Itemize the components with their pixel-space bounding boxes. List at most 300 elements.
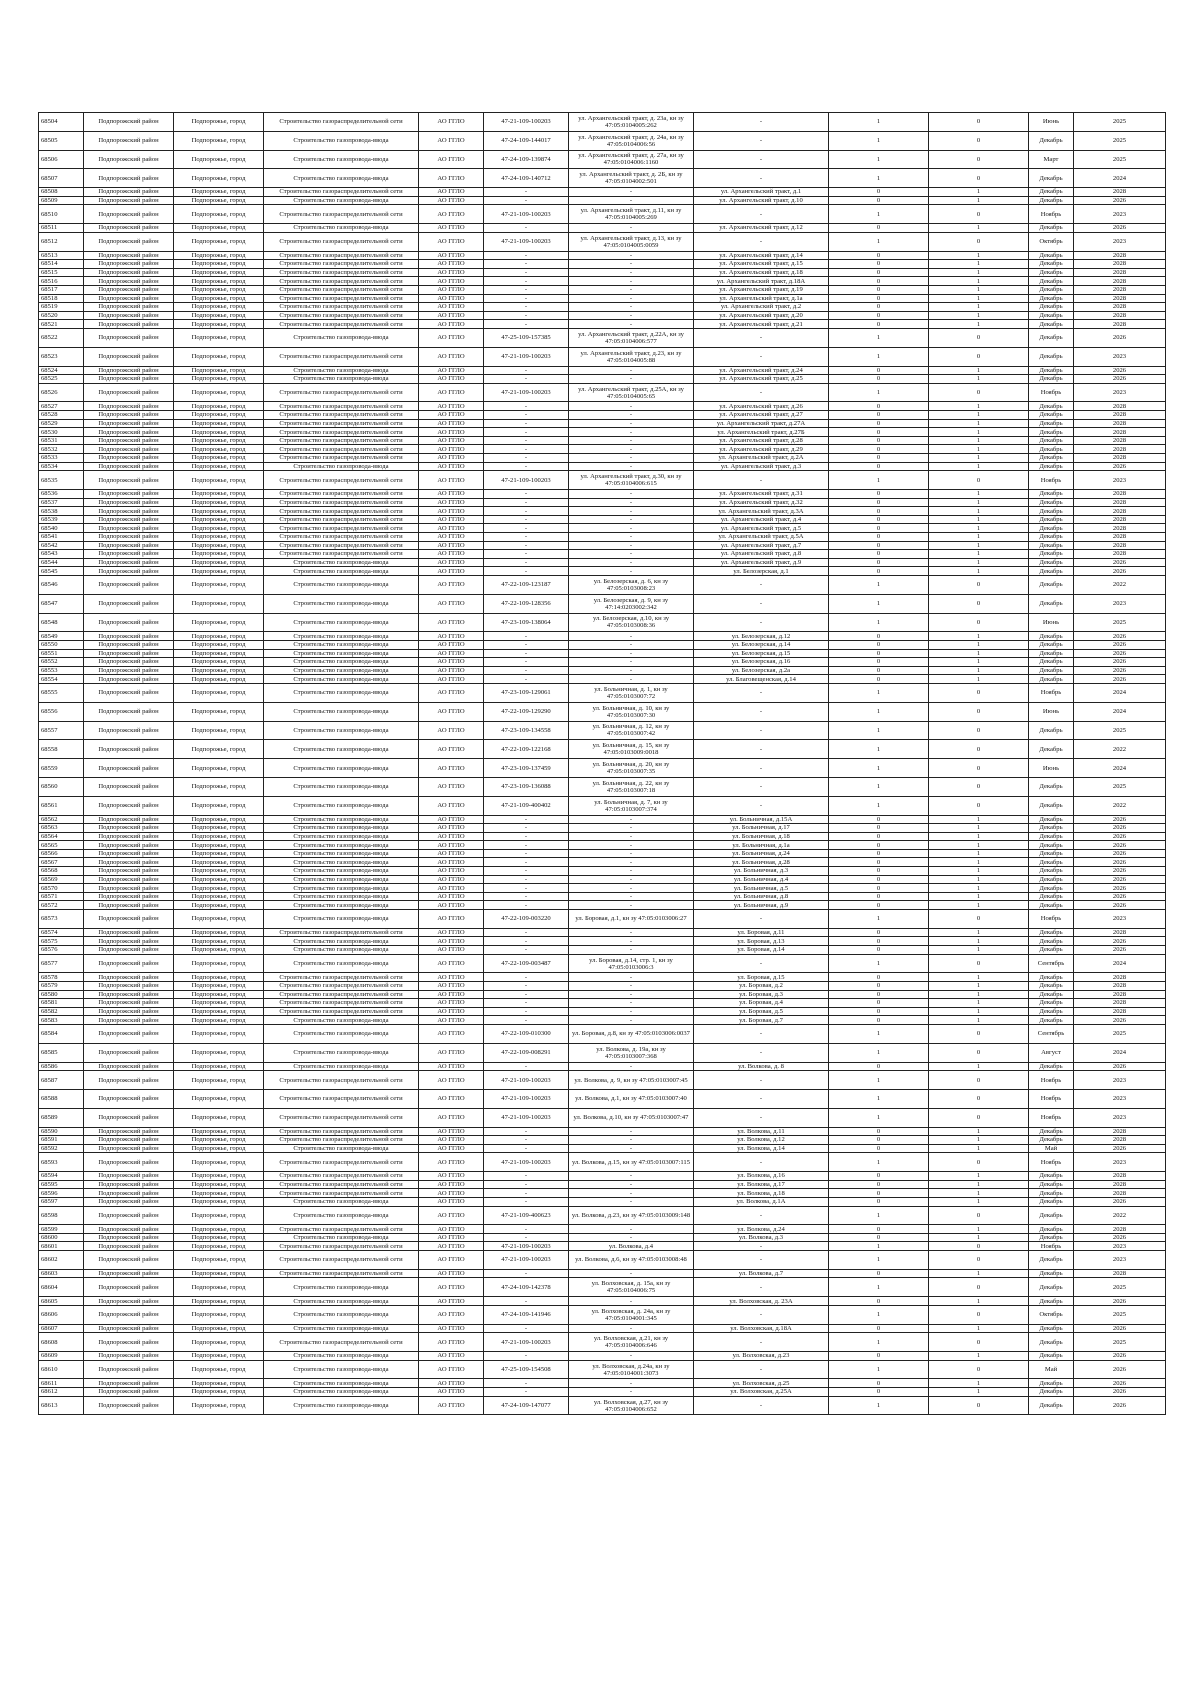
district-cell: Подпорожский район (84, 1024, 174, 1043)
settlement-cell: Подпорожье, город (174, 1043, 264, 1062)
contract-number-cell: - (484, 1269, 569, 1278)
contract-number-cell: 47-22-109-010300 (484, 1024, 569, 1043)
row-number-cell: 68554 (39, 675, 84, 684)
work-type-cell: Строительство газораспределительной сети (264, 383, 419, 402)
planned-address-cell: - (694, 1071, 829, 1090)
contract-number-cell: - (484, 884, 569, 893)
settlement-cell: Подпорожье, город (174, 294, 264, 303)
contract-number-cell: - (484, 640, 569, 649)
quantity-b-cell: 1 (929, 632, 1029, 641)
table-row (39, 867, 1166, 876)
table-row (39, 849, 1166, 858)
organization-cell: АО ГГЛО (419, 824, 484, 833)
contract-number-cell: - (484, 1136, 569, 1145)
object-address-cell: - (569, 982, 694, 991)
object-address-cell: - (569, 515, 694, 524)
contract-number-cell: 47-22-109-122168 (484, 740, 569, 759)
district-cell: Подпорожский район (84, 849, 174, 858)
organization-cell: АО ГГЛО (419, 188, 484, 197)
object-address-cell: ул. Больничная, д. 15, кн зу 47:05:0103009:0018 (569, 740, 694, 759)
planned-address-cell: ул. Боровая, д.15 (694, 973, 829, 982)
row-number-cell: 68562 (39, 815, 84, 824)
settlement-cell: Подпорожье, город (174, 649, 264, 658)
settlement-cell: Подпорожье, город (174, 320, 264, 329)
planned-address-cell: ул. Благовещенская, д.14 (694, 675, 829, 684)
organization-cell: АО ГГЛО (419, 1352, 484, 1361)
quantity-b-cell: 1 (929, 937, 1029, 946)
contract-number-cell: 47-21-109-400623 (484, 1206, 569, 1225)
work-type-cell: Строительство газопровода-ввода (264, 892, 419, 901)
month-cell: Декабрь (1029, 1007, 1074, 1016)
object-address-cell: ул. Волкова, д. 19а, кн зу 47:05:0103007:368 (569, 1043, 694, 1062)
object-address-cell: ул. Волкова, д.15, кн зу 47:05:0103007:115 (569, 1153, 694, 1172)
month-cell: Декабрь (1029, 884, 1074, 893)
table-row (39, 841, 1166, 850)
settlement-cell: Подпорожье, город (174, 1144, 264, 1153)
object-address-cell: ул. Волкова, д.23, кн зу 47:05:0103009:148 (569, 1206, 694, 1225)
year-cell: 2028 (1074, 251, 1166, 260)
work-type-cell: Строительство газораспределительной сети (264, 411, 419, 420)
quantity-b-cell: 0 (929, 383, 1029, 402)
object-address-cell: ул. Больничная, д. 22, кн зу 47:05:0103007:18 (569, 777, 694, 796)
district-cell: Подпорожский район (84, 277, 174, 286)
month-cell: Декабрь (1029, 849, 1074, 858)
quantity-b-cell: 1 (929, 515, 1029, 524)
row-number-cell: 68603 (39, 1269, 84, 1278)
settlement-cell: Подпорожье, город (174, 1233, 264, 1242)
year-cell: 2026 (1074, 875, 1166, 884)
quantity-a-cell: 1 (829, 613, 929, 632)
year-cell: 2028 (1074, 260, 1166, 269)
table-row (39, 1225, 1166, 1234)
quantity-b-cell: 1 (929, 311, 1029, 320)
year-cell: 2026 (1074, 1388, 1166, 1397)
contract-number-cell: - (484, 311, 569, 320)
quantity-b-cell: 1 (929, 260, 1029, 269)
table-row (39, 567, 1166, 576)
year-cell: 2028 (1074, 533, 1166, 542)
object-address-cell: - (569, 841, 694, 850)
planned-address-cell: - (694, 169, 829, 188)
month-cell: Декабрь (1029, 973, 1074, 982)
quantity-a-cell: 0 (829, 1352, 929, 1361)
year-cell: 2024 (1074, 702, 1166, 721)
table-row (39, 1144, 1166, 1153)
row-number-cell: 68575 (39, 937, 84, 946)
row-number-cell: 68518 (39, 294, 84, 303)
quantity-b-cell: 0 (929, 613, 1029, 632)
planned-address-cell: ул. Больничная, д.28 (694, 858, 829, 867)
year-cell: 2024 (1074, 169, 1166, 188)
quantity-a-cell: 1 (829, 1305, 929, 1324)
row-number-cell: 68582 (39, 1007, 84, 1016)
organization-cell: АО ГГЛО (419, 454, 484, 463)
year-cell: 2024 (1074, 1043, 1166, 1062)
planned-address-cell: ул. Боровая, д.3 (694, 990, 829, 999)
district-cell: Подпорожский район (84, 1144, 174, 1153)
organization-cell: АО ГГЛО (419, 277, 484, 286)
district-cell: Подпорожский район (84, 884, 174, 893)
organization-cell: АО ГГЛО (419, 131, 484, 150)
organization-cell: АО ГГЛО (419, 196, 484, 205)
quantity-b-cell: 1 (929, 419, 1029, 428)
work-type-cell: Строительство газораспределительной сети (264, 1242, 419, 1251)
planned-address-cell: - (694, 1024, 829, 1043)
quantity-b-cell: 0 (929, 347, 1029, 366)
object-address-cell: - (569, 675, 694, 684)
table-row (39, 740, 1166, 759)
work-type-cell: Строительство газораспределительной сети (264, 490, 419, 499)
quantity-a-cell: 0 (829, 366, 929, 375)
district-cell: Подпорожский район (84, 702, 174, 721)
organization-cell: АО ГГЛО (419, 436, 484, 445)
quantity-a-cell: 1 (829, 910, 929, 929)
district-cell: Подпорожский район (84, 740, 174, 759)
district-cell: Подпорожский район (84, 311, 174, 320)
district-cell: Подпорожский район (84, 196, 174, 205)
object-address-cell: - (569, 649, 694, 658)
row-number-cell: 68587 (39, 1071, 84, 1090)
district-cell: Подпорожский район (84, 1225, 174, 1234)
quantity-b-cell: 1 (929, 1233, 1029, 1242)
contract-number-cell: - (484, 303, 569, 312)
table-row (39, 196, 1166, 205)
month-cell: Декабрь (1029, 375, 1074, 384)
table-row (39, 1360, 1166, 1379)
object-address-cell: - (569, 490, 694, 499)
month-cell: Декабрь (1029, 169, 1074, 188)
contract-number-cell: - (484, 928, 569, 937)
work-type-cell: Строительство газопровода-ввода (264, 1324, 419, 1333)
quantity-b-cell: 0 (929, 1305, 1029, 1324)
work-type-cell: Строительство газопровода-ввода (264, 567, 419, 576)
object-address-cell: ул. Архангельский тракт, д.13, кн зу 47:05:0104005:0059 (569, 232, 694, 251)
month-cell: Декабрь (1029, 1062, 1074, 1071)
month-cell: Декабрь (1029, 658, 1074, 667)
year-cell: 2028 (1074, 419, 1166, 428)
planned-address-cell: ул. Больничная, д.17 (694, 824, 829, 833)
table-row (39, 347, 1166, 366)
row-number-cell: 68530 (39, 428, 84, 437)
month-cell: Декабрь (1029, 740, 1074, 759)
settlement-cell: Подпорожье, город (174, 1242, 264, 1251)
settlement-cell: Подпорожье, город (174, 1388, 264, 1397)
month-cell: Март (1029, 150, 1074, 169)
settlement-cell: Подпорожье, город (174, 594, 264, 613)
table-row (39, 498, 1166, 507)
quantity-a-cell: 0 (829, 1225, 929, 1234)
table-row (39, 858, 1166, 867)
planned-address-cell: ул. Волкова, д.18 (694, 1189, 829, 1198)
contract-number-cell: - (484, 260, 569, 269)
organization-cell: АО ГГЛО (419, 702, 484, 721)
row-number-cell: 68590 (39, 1127, 84, 1136)
district-cell: Подпорожский район (84, 666, 174, 675)
quantity-b-cell: 1 (929, 1127, 1029, 1136)
year-cell: 2025 (1074, 721, 1166, 740)
district-cell: Подпорожский район (84, 375, 174, 384)
work-type-cell: Строительство газопровода-ввода (264, 224, 419, 233)
row-number-cell: 68574 (39, 928, 84, 937)
contract-number-cell: - (484, 1007, 569, 1016)
object-address-cell: - (569, 849, 694, 858)
quantity-a-cell: 0 (829, 649, 929, 658)
quantity-a-cell: 0 (829, 875, 929, 884)
district-cell: Подпорожский район (84, 188, 174, 197)
row-number-cell: 68572 (39, 901, 84, 910)
contract-number-cell: 47-23-109-134558 (484, 721, 569, 740)
quantity-a-cell: 1 (829, 594, 929, 613)
settlement-cell: Подпорожье, город (174, 999, 264, 1008)
contract-number-cell: - (484, 1297, 569, 1306)
organization-cell: АО ГГЛО (419, 347, 484, 366)
work-type-cell: Строительство газопровода-ввода (264, 1278, 419, 1297)
organization-cell: АО ГГЛО (419, 285, 484, 294)
work-type-cell: Строительство газораспределительной сети (264, 928, 419, 937)
month-cell: Декабрь (1029, 1396, 1074, 1415)
planned-address-cell: ул. Больничная, д.15А (694, 815, 829, 824)
object-address-cell: - (569, 498, 694, 507)
quantity-b-cell: 1 (929, 454, 1029, 463)
planned-address-cell: ул. Боровая, д.14 (694, 946, 829, 955)
district-cell: Подпорожский район (84, 832, 174, 841)
planned-address-cell: ул. Волкова, д.3 (694, 1233, 829, 1242)
object-address-cell: - (569, 366, 694, 375)
row-number-cell: 68536 (39, 490, 84, 499)
work-type-cell: Строительство газораспределительной сети (264, 1136, 419, 1145)
object-address-cell: - (569, 658, 694, 667)
table-row (39, 1242, 1166, 1251)
district-cell: Подпорожский район (84, 946, 174, 955)
month-cell: Декабрь (1029, 498, 1074, 507)
organization-cell: АО ГГЛО (419, 892, 484, 901)
quantity-b-cell: 1 (929, 1197, 1029, 1206)
month-cell: Декабрь (1029, 188, 1074, 197)
quantity-a-cell: 0 (829, 260, 929, 269)
planned-address-cell: - (694, 613, 829, 632)
work-type-cell: Строительство газораспределительной сети (264, 347, 419, 366)
contract-number-cell: - (484, 1016, 569, 1025)
district-cell: Подпорожский район (84, 436, 174, 445)
district-cell: Подпорожский район (84, 1352, 174, 1361)
district-cell: Подпорожский район (84, 260, 174, 269)
district-cell: Подпорожский район (84, 937, 174, 946)
row-number-cell: 68545 (39, 567, 84, 576)
table-row (39, 1127, 1166, 1136)
settlement-cell: Подпорожье, город (174, 1189, 264, 1198)
table-row (39, 558, 1166, 567)
month-cell: Декабрь (1029, 196, 1074, 205)
settlement-cell: Подпорожье, город (174, 875, 264, 884)
quantity-b-cell: 0 (929, 1043, 1029, 1062)
planned-address-cell: ул. Архангельский тракт, д.12 (694, 224, 829, 233)
contract-number-cell: - (484, 892, 569, 901)
organization-cell: АО ГГЛО (419, 558, 484, 567)
month-cell: Декабрь (1029, 1352, 1074, 1361)
contract-number-cell: 47-21-109-100203 (484, 1333, 569, 1352)
contract-number-cell: - (484, 498, 569, 507)
object-address-cell: ул. Белозерская, д.10, кн зу 47:05:0103008:36 (569, 613, 694, 632)
quantity-b-cell: 1 (929, 251, 1029, 260)
settlement-cell: Подпорожье, город (174, 892, 264, 901)
work-type-cell: Строительство газопровода-ввода (264, 666, 419, 675)
table-row (39, 777, 1166, 796)
year-cell: 2028 (1074, 1172, 1166, 1181)
table-row (39, 928, 1166, 937)
organization-cell: АО ГГЛО (419, 303, 484, 312)
settlement-cell: Подпорожье, город (174, 260, 264, 269)
quantity-a-cell: 0 (829, 632, 929, 641)
month-cell: Октябрь (1029, 232, 1074, 251)
contract-number-cell: - (484, 815, 569, 824)
contract-number-cell: 47-23-109-138064 (484, 613, 569, 632)
year-cell: 2026 (1074, 375, 1166, 384)
contract-number-cell: 47-25-109-154508 (484, 1360, 569, 1379)
row-number-cell: 68513 (39, 251, 84, 260)
object-address-cell: ул. Больничная, д. 10, кн зу 47:05:0103007:30 (569, 702, 694, 721)
object-address-cell: - (569, 1297, 694, 1306)
organization-cell: АО ГГЛО (419, 428, 484, 437)
planned-address-cell: ул. Больничная, д.4 (694, 875, 829, 884)
contract-number-cell: 47-21-109-100203 (484, 1251, 569, 1270)
quantity-a-cell: 0 (829, 946, 929, 955)
settlement-cell: Подпорожье, город (174, 1172, 264, 1181)
contract-number-cell: - (484, 436, 569, 445)
table-row (39, 973, 1166, 982)
district-cell: Подпорожский район (84, 1233, 174, 1242)
district-cell: Подпорожский район (84, 419, 174, 428)
organization-cell: АО ГГЛО (419, 1225, 484, 1234)
work-type-cell: Строительство газораспределительной сети (264, 113, 419, 132)
year-cell: 2026 (1074, 1062, 1166, 1071)
object-address-cell: - (569, 224, 694, 233)
year-cell: 2028 (1074, 507, 1166, 516)
table-row (39, 150, 1166, 169)
quantity-b-cell: 1 (929, 658, 1029, 667)
row-number-cell: 68534 (39, 462, 84, 471)
object-address-cell: - (569, 462, 694, 471)
work-type-cell: Строительство газораспределительной сети (264, 982, 419, 991)
contract-number-cell: - (484, 973, 569, 982)
work-type-cell: Строительство газораспределительной сети (264, 1189, 419, 1198)
planned-address-cell: ул. Больничная, д.5 (694, 884, 829, 893)
object-address-cell: - (569, 875, 694, 884)
row-number-cell: 68510 (39, 205, 84, 224)
year-cell: 2023 (1074, 205, 1166, 224)
settlement-cell: Подпорожье, город (174, 777, 264, 796)
planned-address-cell: - (694, 702, 829, 721)
row-number-cell: 68528 (39, 411, 84, 420)
year-cell: 2028 (1074, 402, 1166, 411)
work-type-cell: Строительство газораспределительной сети (264, 1251, 419, 1270)
contract-number-cell: 47-21-109-100203 (484, 1071, 569, 1090)
organization-cell: АО ГГЛО (419, 1297, 484, 1306)
object-address-cell: ул. Волховская, д.21, кн зу 47:05:0104006:646 (569, 1333, 694, 1352)
district-cell: Подпорожский район (84, 558, 174, 567)
quantity-a-cell: 0 (829, 285, 929, 294)
contract-number-cell: - (484, 507, 569, 516)
row-number-cell: 68576 (39, 946, 84, 955)
district-cell: Подпорожский район (84, 1324, 174, 1333)
contract-number-cell: - (484, 1324, 569, 1333)
month-cell: Декабрь (1029, 347, 1074, 366)
work-type-cell: Строительство газораспределительной сети (264, 294, 419, 303)
settlement-cell: Подпорожье, город (174, 1396, 264, 1415)
settlement-cell: Подпорожье, город (174, 1278, 264, 1297)
table-row (39, 632, 1166, 641)
organization-cell: АО ГГЛО (419, 946, 484, 955)
planned-address-cell: ул. Волкова, д.7 (694, 1269, 829, 1278)
table-row (39, 251, 1166, 260)
quantity-a-cell: 1 (829, 1396, 929, 1415)
row-number-cell: 68540 (39, 524, 84, 533)
settlement-cell: Подпорожье, город (174, 1305, 264, 1324)
planned-address-cell: - (694, 1360, 829, 1379)
quantity-a-cell: 1 (829, 1153, 929, 1172)
settlement-cell: Подпорожье, город (174, 188, 264, 197)
year-cell: 2026 (1074, 632, 1166, 641)
row-number-cell: 68568 (39, 867, 84, 876)
quantity-b-cell: 1 (929, 558, 1029, 567)
planned-address-cell: ул. Архангельский тракт, д.1а (694, 294, 829, 303)
row-number-cell: 68508 (39, 188, 84, 197)
contract-number-cell: - (484, 649, 569, 658)
quantity-a-cell: 1 (829, 383, 929, 402)
district-cell: Подпорожский район (84, 1388, 174, 1397)
quantity-b-cell: 1 (929, 815, 1029, 824)
month-cell: Июнь (1029, 113, 1074, 132)
table-row (39, 205, 1166, 224)
organization-cell: АО ГГЛО (419, 1197, 484, 1206)
work-type-cell: Строительство газопровода-ввода (264, 150, 419, 169)
quantity-a-cell: 0 (829, 311, 929, 320)
work-type-cell: Строительство газораспределительной сети (264, 454, 419, 463)
planned-address-cell: ул. Волховская, д. 23А (694, 1297, 829, 1306)
quantity-a-cell: 0 (829, 558, 929, 567)
organization-cell: АО ГГЛО (419, 1024, 484, 1043)
organization-cell: АО ГГЛО (419, 999, 484, 1008)
object-address-cell: - (569, 268, 694, 277)
district-cell: Подпорожский район (84, 454, 174, 463)
table-row (39, 524, 1166, 533)
quantity-b-cell: 1 (929, 649, 1029, 658)
gasification-table (38, 112, 1166, 1415)
object-address-cell: - (569, 1197, 694, 1206)
planned-address-cell: - (694, 954, 829, 973)
planned-address-cell: - (694, 1206, 829, 1225)
month-cell: Декабрь (1029, 594, 1074, 613)
district-cell: Подпорожский район (84, 777, 174, 796)
planned-address-cell: - (694, 232, 829, 251)
month-cell: Декабрь (1029, 567, 1074, 576)
object-address-cell: ул. Архангельский тракт, д.11, кн зу 47:05:0104005:269 (569, 205, 694, 224)
month-cell: Декабрь (1029, 1297, 1074, 1306)
table-row (39, 575, 1166, 594)
object-address-cell: - (569, 411, 694, 420)
row-number-cell: 68584 (39, 1024, 84, 1043)
planned-address-cell: ул. Архангельский тракт, д.3А (694, 507, 829, 516)
district-cell: Подпорожский район (84, 169, 174, 188)
organization-cell: АО ГГЛО (419, 375, 484, 384)
quantity-a-cell: 0 (829, 824, 929, 833)
work-type-cell: Строительство газораспределительной сети (264, 999, 419, 1008)
table-row (39, 1324, 1166, 1333)
quantity-a-cell: 1 (829, 1089, 929, 1108)
organization-cell: АО ГГЛО (419, 884, 484, 893)
table-row (39, 375, 1166, 384)
object-address-cell: - (569, 1225, 694, 1234)
contract-number-cell: 47-25-109-157385 (484, 328, 569, 347)
